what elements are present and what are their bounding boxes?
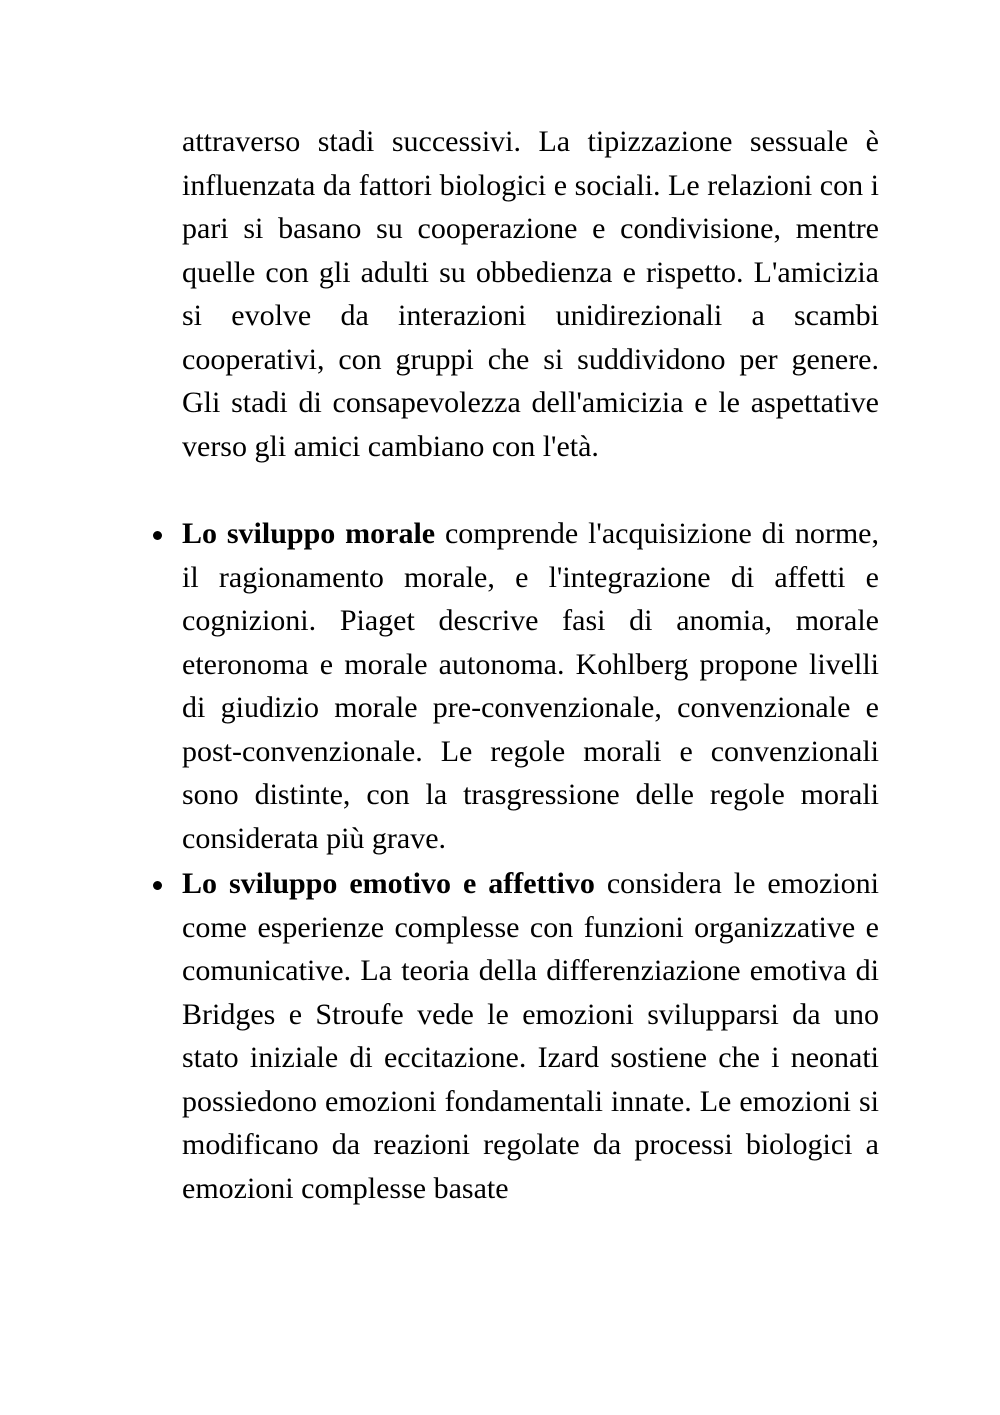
bullet-text: considera le emozioni come esperienze complesse con funzioni organizzative e comunicative. La teoria della differenziazione emotiva di Bridges e Stroufe vede le emozioni svilupparsi da uno stato iniziale di eccitazione. Izard sostiene che i neonati possiedono emozioni fondamentali innate. Le emozioni si modificano da reazioni regolate da processi biologici a emozioni complesse basate <box>182 867 880 1205</box>
bullet-icon <box>153 881 162 890</box>
bullet-text: comprende l'acquisizione di norme, il ragionamento morale, e l'integrazione di affetti e cognizioni. Piaget descrive fasi di anomia, morale eteronoma e morale autonoma. Kohlberg propone livelli di giudizio morale pre-convenzionale, convenzionale e post-convenzionale. Le regole morali e convenzionali sono distinte, con la trasgressione delle regole morali considerata più grave. <box>182 517 879 855</box>
list-item-moral-development <box>182 512 879 860</box>
bullet-term: Lo sviluppo emotivo e affettivo <box>182 867 595 900</box>
list-item-emotional-development <box>182 862 879 1210</box>
bullet-list <box>182 512 879 1210</box>
bullet-icon <box>153 531 162 540</box>
bullet-term: Lo sviluppo morale <box>182 517 436 550</box>
continuation-paragraph: attraverso stadi successivi. La tipizzazione sessuale è influenzata da fattori biologici e sociali. Le relazioni con i pari si basano su cooperazione e condivisione, mentre quelle con gli adulti su obbedienza e rispetto. L'amicizia si evolve da interazioni unidirezionali a scambi cooperativi, con gruppi che si suddividono per genere. Gli stadi di consapevolezza dell'amicizia e le aspettative verso gli amici cambiano con l'età. <box>182 125 879 463</box>
